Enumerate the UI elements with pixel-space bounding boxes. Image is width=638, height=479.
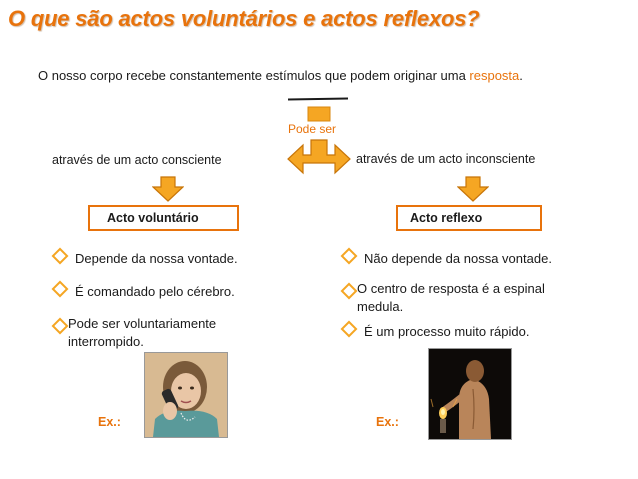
left-bullet-3 xyxy=(54,315,248,351)
right-bullet-2 xyxy=(343,280,569,316)
intro-text xyxy=(38,66,578,85)
down-arrow-left-icon xyxy=(152,176,184,202)
reflex-man-photo xyxy=(428,348,512,440)
acto-reflexo-box xyxy=(396,205,542,231)
acto-voluntario-label: Acto voluntário xyxy=(107,211,199,225)
down-arrow-right-icon xyxy=(457,176,489,202)
left-bullet-1-text: Depende da nossa vontade. xyxy=(75,251,238,266)
diamond-bullet-icon xyxy=(341,321,358,338)
left-bullet-2 xyxy=(54,283,235,301)
right-bullet-2-text: O centro de resposta é a espinal medula. xyxy=(357,281,545,314)
girl-on-phone-photo xyxy=(144,352,228,438)
right-label: através de um acto inconsciente xyxy=(356,152,536,166)
small-block-icon xyxy=(306,104,332,124)
double-arrow-icon xyxy=(286,138,352,180)
page-title: O que são actos voluntários e actos reflexos? xyxy=(8,6,480,31)
underline-bar xyxy=(288,97,348,100)
left-bullet-2-text: É comandado pelo cérebro. xyxy=(75,284,235,299)
left-example-label: Ex.: xyxy=(98,415,121,429)
intro-text-end: . xyxy=(519,68,523,83)
diamond-bullet-icon xyxy=(52,248,69,265)
pode-ser-label: Pode ser xyxy=(288,122,337,136)
diamond-bullet-icon xyxy=(341,283,358,300)
intro-highlight: resposta xyxy=(469,68,520,83)
right-bullet-3 xyxy=(343,323,529,341)
left-label: através de um acto consciente xyxy=(52,153,222,167)
intro-text-main: O nosso corpo recebe constantemente estímulos que podem originar uma xyxy=(38,68,470,83)
acto-reflexo-label: Acto reflexo xyxy=(410,211,483,225)
left-bullet-1 xyxy=(54,250,238,268)
right-bullet-1 xyxy=(343,250,552,268)
right-example-label: Ex.: xyxy=(376,415,399,429)
right-bullet-1-text: Não depende da nossa vontade. xyxy=(364,251,552,266)
diamond-bullet-icon xyxy=(341,248,358,265)
right-bullet-3-text: É um processo muito rápido. xyxy=(364,324,530,339)
acto-voluntario-box xyxy=(88,205,239,231)
left-bullet-3-text: Pode ser voluntariamente interrompido. xyxy=(68,316,217,349)
diamond-bullet-icon xyxy=(52,281,69,298)
diamond-bullet-icon xyxy=(52,318,69,335)
